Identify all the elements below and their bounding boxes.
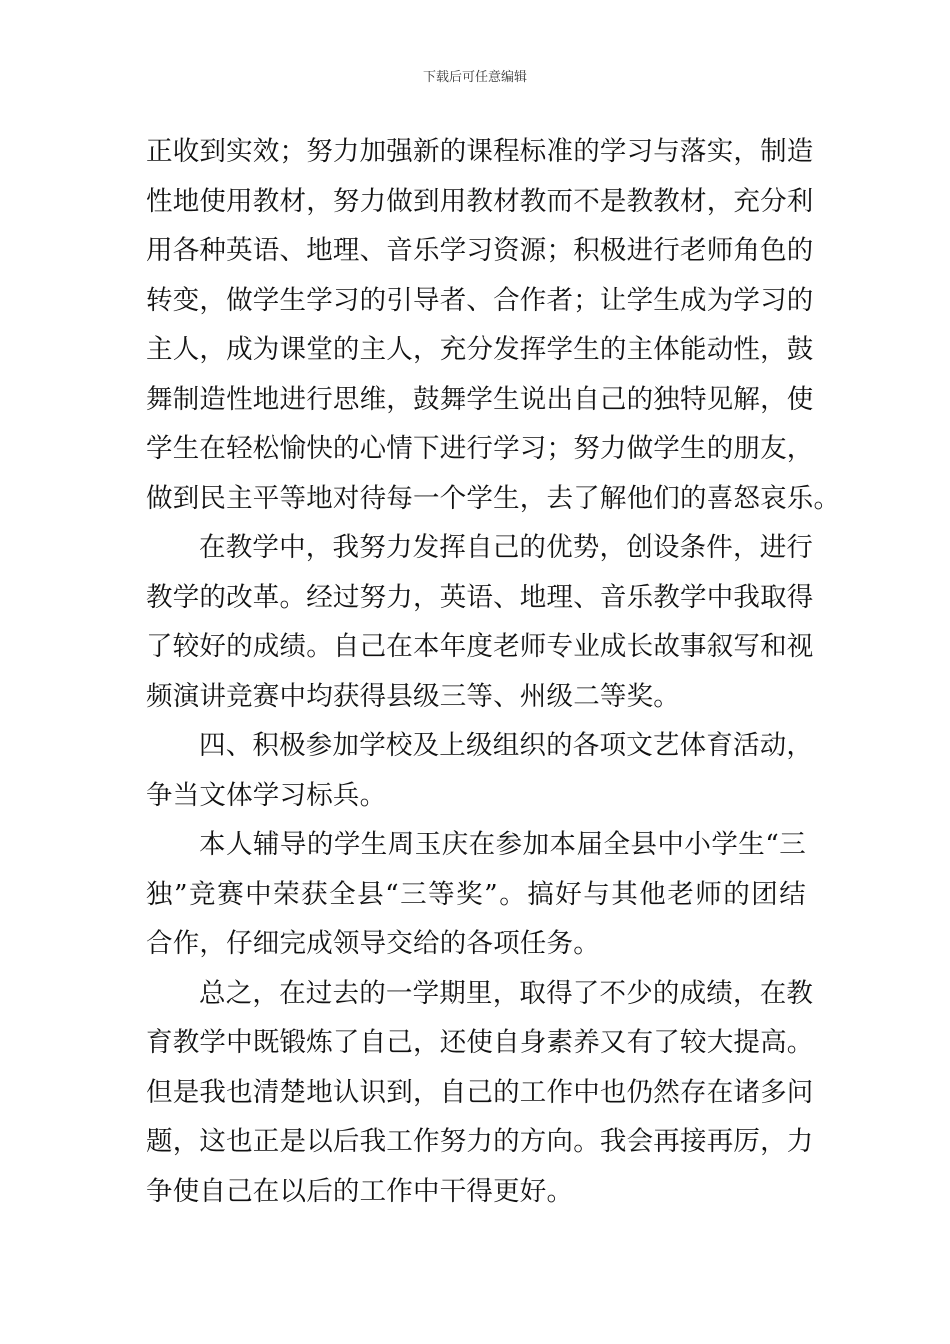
document-body	[146, 127, 841, 1216]
text-line: 教学的改革。经过努力，英语、地理、音乐教学中我取得	[146, 581, 814, 613]
text-line: 独”竞赛中荣获全县“三等奖”。搞好与其他老师的团结	[146, 878, 806, 910]
text-line: 育教学中既锻炼了自己，还使自身素养又有了较大提高。	[146, 1027, 814, 1058]
paragraph-first-line: 在教学中，我努力发挥自己的优势，创设条件，进行	[199, 532, 814, 563]
text-line: 争当文体学习标兵。	[146, 779, 387, 811]
text-line: 争使自己在以后的工作中干得更好。	[146, 1175, 574, 1207]
text-line: 正收到实效；努力加强新的课程标准的学习与落实，制造	[146, 136, 814, 167]
text-line: 舞制造性地进行思维，鼓舞学生说出自己的独特见解，使	[146, 383, 814, 415]
text-line: 了较好的成绩。自己在本年度老师专业成长故事叙写和视	[146, 631, 814, 662]
text-line: 主人，成为课堂的主人，充分发挥学生的主体能动性，鼓	[146, 334, 814, 365]
text-line: 但是我也清楚地认识到，自己的工作中也仍然存在诸多问	[146, 1076, 814, 1108]
text-line: 学生在轻松愉快的心情下进行学习；努力做学生的朋友，	[146, 433, 814, 464]
text-line: 合作，仔细完成领导交给的各项任务。	[146, 928, 600, 959]
text-line: 性地使用教材，努力做到用教材教而不是教教材，充分利	[146, 185, 814, 217]
text-line: 用各种英语、地理、音乐学习资源；积极进行老师角色的	[146, 235, 814, 266]
paragraph-first-line: 总之，在过去的一学期里，取得了不少的成绩，在教	[199, 977, 814, 1009]
paragraph-first-line: 本人辅导的学生周玉庆在参加本届全县中小学生“三	[199, 829, 806, 860]
page-header: 下载后可任意编辑	[422, 70, 527, 85]
text-line: 做到民主平等地对待每一个学生，去了解他们的喜怒哀乐。	[146, 482, 841, 514]
text-line: 转变，做学生学习的引导者、合作者；让学生成为学习的	[146, 284, 814, 316]
paragraph-first-line: 四、积极参加学校及上级组织的各项文艺体育活动，	[199, 730, 814, 761]
text-line: 题，这也正是以后我工作努力的方向。我会再接再厉，力	[146, 1126, 814, 1157]
text-line: 频演讲竞赛中均获得县级三等、州级二等奖。	[146, 680, 680, 712]
